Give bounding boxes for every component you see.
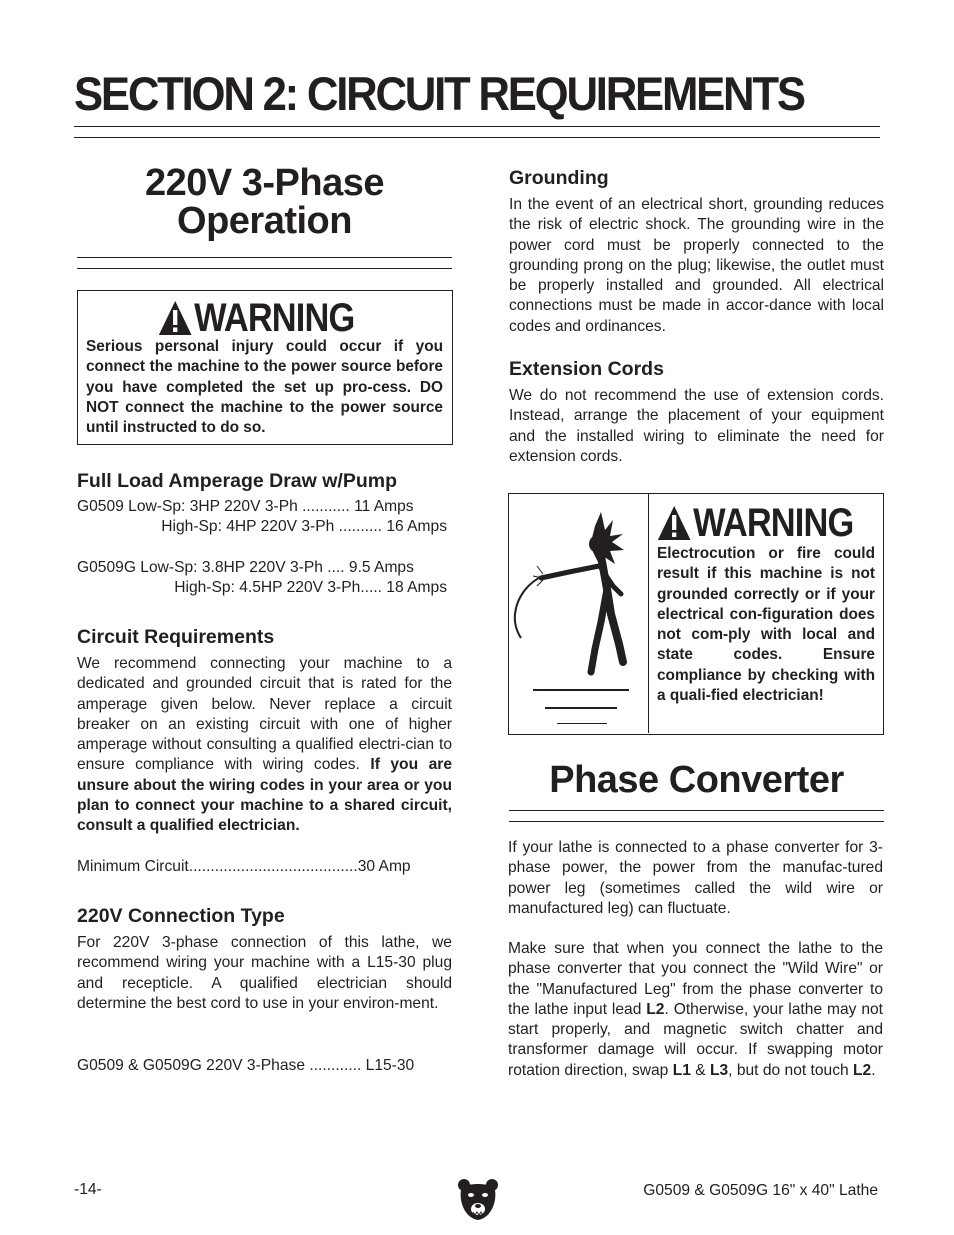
- warning-triangle-icon: [158, 300, 192, 336]
- phase-text: &: [690, 1061, 710, 1079]
- circuit-heading: Circuit Requirements: [77, 626, 275, 648]
- full-load-heading: Full Load Amperage Draw w/Pump: [77, 470, 397, 492]
- phase-converter-title: Phase Converter: [549, 759, 844, 801]
- lead-label: L2: [853, 1061, 872, 1079]
- section-title: SECTION 2: CIRCUIT REQUIREMENTS: [74, 67, 804, 120]
- warning-label-1: WARNING: [194, 296, 355, 340]
- footer-model: G0509 & G0509G 16" x 40" Lathe: [643, 1182, 878, 1199]
- phase-paragraph-2: [508, 939, 883, 1081]
- warning-label-2: WARNING: [693, 501, 854, 545]
- phase-text: . Otherwise, your lathe may not start properly, and magnetic switch chatter and transformer damage will occur. If swapping motor rotation direction, swap: [508, 1000, 883, 1079]
- phase-text: Make sure that when you connect the lathe to the phase converter that you connect the "Wild Wire" or the "Manufactured Leg" from the phase converter to the lathe input lead: [508, 940, 883, 1018]
- left-title-line2: Operation: [177, 200, 352, 242]
- header-rule-bottom: [74, 137, 880, 138]
- left-title-rule-bottom: [77, 268, 452, 269]
- electrocution-panel: [509, 494, 649, 733]
- left-title-line1: 220V 3-Phase: [144, 162, 385, 204]
- left-title: [77, 164, 452, 240]
- circuit-paragraph: [77, 654, 452, 837]
- page-number: -14-: [74, 1181, 102, 1198]
- phase-rule-top: [509, 810, 884, 811]
- warning-header-2: [657, 503, 885, 543]
- lead-label: L3: [709, 1061, 729, 1079]
- phase-rule-bottom: [509, 821, 884, 822]
- circuit-bold-text: If you are unsure about the wiring codes in your area or you plan to connect your machine to a shared circuit, consult a qualified electrician.: [77, 756, 452, 835]
- warning-text-2: Electrocution or fire could result if this machine is not grounded correctly or if your electrical con-figuration does not com-ply with local and state codes. Ensure compliance by checking with a quali-fied electrician!: [657, 545, 875, 705]
- grounding-text: In the event of an electrical short, grounding reduces the risk of electric shock. The grounding wire in the power cord must be properly connected to the grounding prong on the plug; likewise, the outlet must be properly installed and grounded. All electrical connections must be made in accor-dance with local codes and ordinances.: [509, 196, 884, 335]
- full-load-row: G0509 Low-Sp: 3HP 220V 3-Ph ........... 11 Amps: [77, 498, 414, 515]
- full-load-row: High-Sp: 4HP 220V 3-Ph .......... 16 Amps: [161, 518, 447, 536]
- circuit-text: We recommend connecting your machine to a dedicated and grounded circuit that is rated for the amperage given below. Never replace a circuit breaker on an existing circuit with one of higher amperage without consulting a qualified electri-cian to ensure compliance with wiring codes.: [77, 655, 452, 774]
- lead-label: L2: [646, 1000, 665, 1018]
- connection-text: For 220V 3-phase connection of this lathe, we recommend wiring your machine with a L15-30 plug and recepticle. A qualified electrician should determine the best cord to use in your environ-ment.: [77, 934, 452, 1012]
- connection-heading: 220V Connection Type: [77, 905, 285, 927]
- full-load-row: High-Sp: 4.5HP 220V 3-Ph..... 18 Amps: [174, 578, 447, 596]
- lead-label: L1: [672, 1061, 691, 1079]
- grounding-heading: Grounding: [509, 167, 609, 189]
- phase-paragraph-1: If your lathe is connected to a phase converter for 3-phase power, the power from the manufac-tured power leg (sometimes called the wild wire or manufactured leg) can fluctuate.: [508, 839, 883, 917]
- min-circuit: Minimum Circuit.......................................30 Amp: [77, 858, 411, 875]
- extension-text: We do not recommend the use of extension cords. Instead, arrange the placement of your equipment and the installed wiring to eliminate the need for extension cords.: [509, 387, 884, 465]
- full-load-table: [77, 497, 447, 598]
- warning-triangle-icon: [657, 505, 691, 541]
- warning-box-2: [508, 493, 884, 735]
- full-load-row: G0509G Low-Sp: 3.8HP 220V 3-Ph .... 9.5 Amps: [77, 558, 414, 576]
- header-rule-top: [74, 126, 880, 127]
- connection-spec: G0509 & G0509G 220V 3-Phase ............ L15-30: [77, 1057, 415, 1074]
- phase-text: , but do not touch: [728, 1061, 854, 1079]
- bear-logo-icon: [457, 1178, 499, 1222]
- extension-heading: Extension Cords: [509, 358, 664, 380]
- warning-box-1: [77, 290, 453, 445]
- electrocution-icon: [509, 494, 648, 733]
- warning-text-1: Serious personal injury could occur if you connect the machine to the power source before you have completed the set up pro-cess. DO NOT connect the machine to the power source until instructed to do so.: [86, 338, 443, 437]
- warning-header-1: [158, 298, 386, 338]
- phase-text: .: [871, 1061, 876, 1079]
- left-title-rule-top: [77, 257, 452, 258]
